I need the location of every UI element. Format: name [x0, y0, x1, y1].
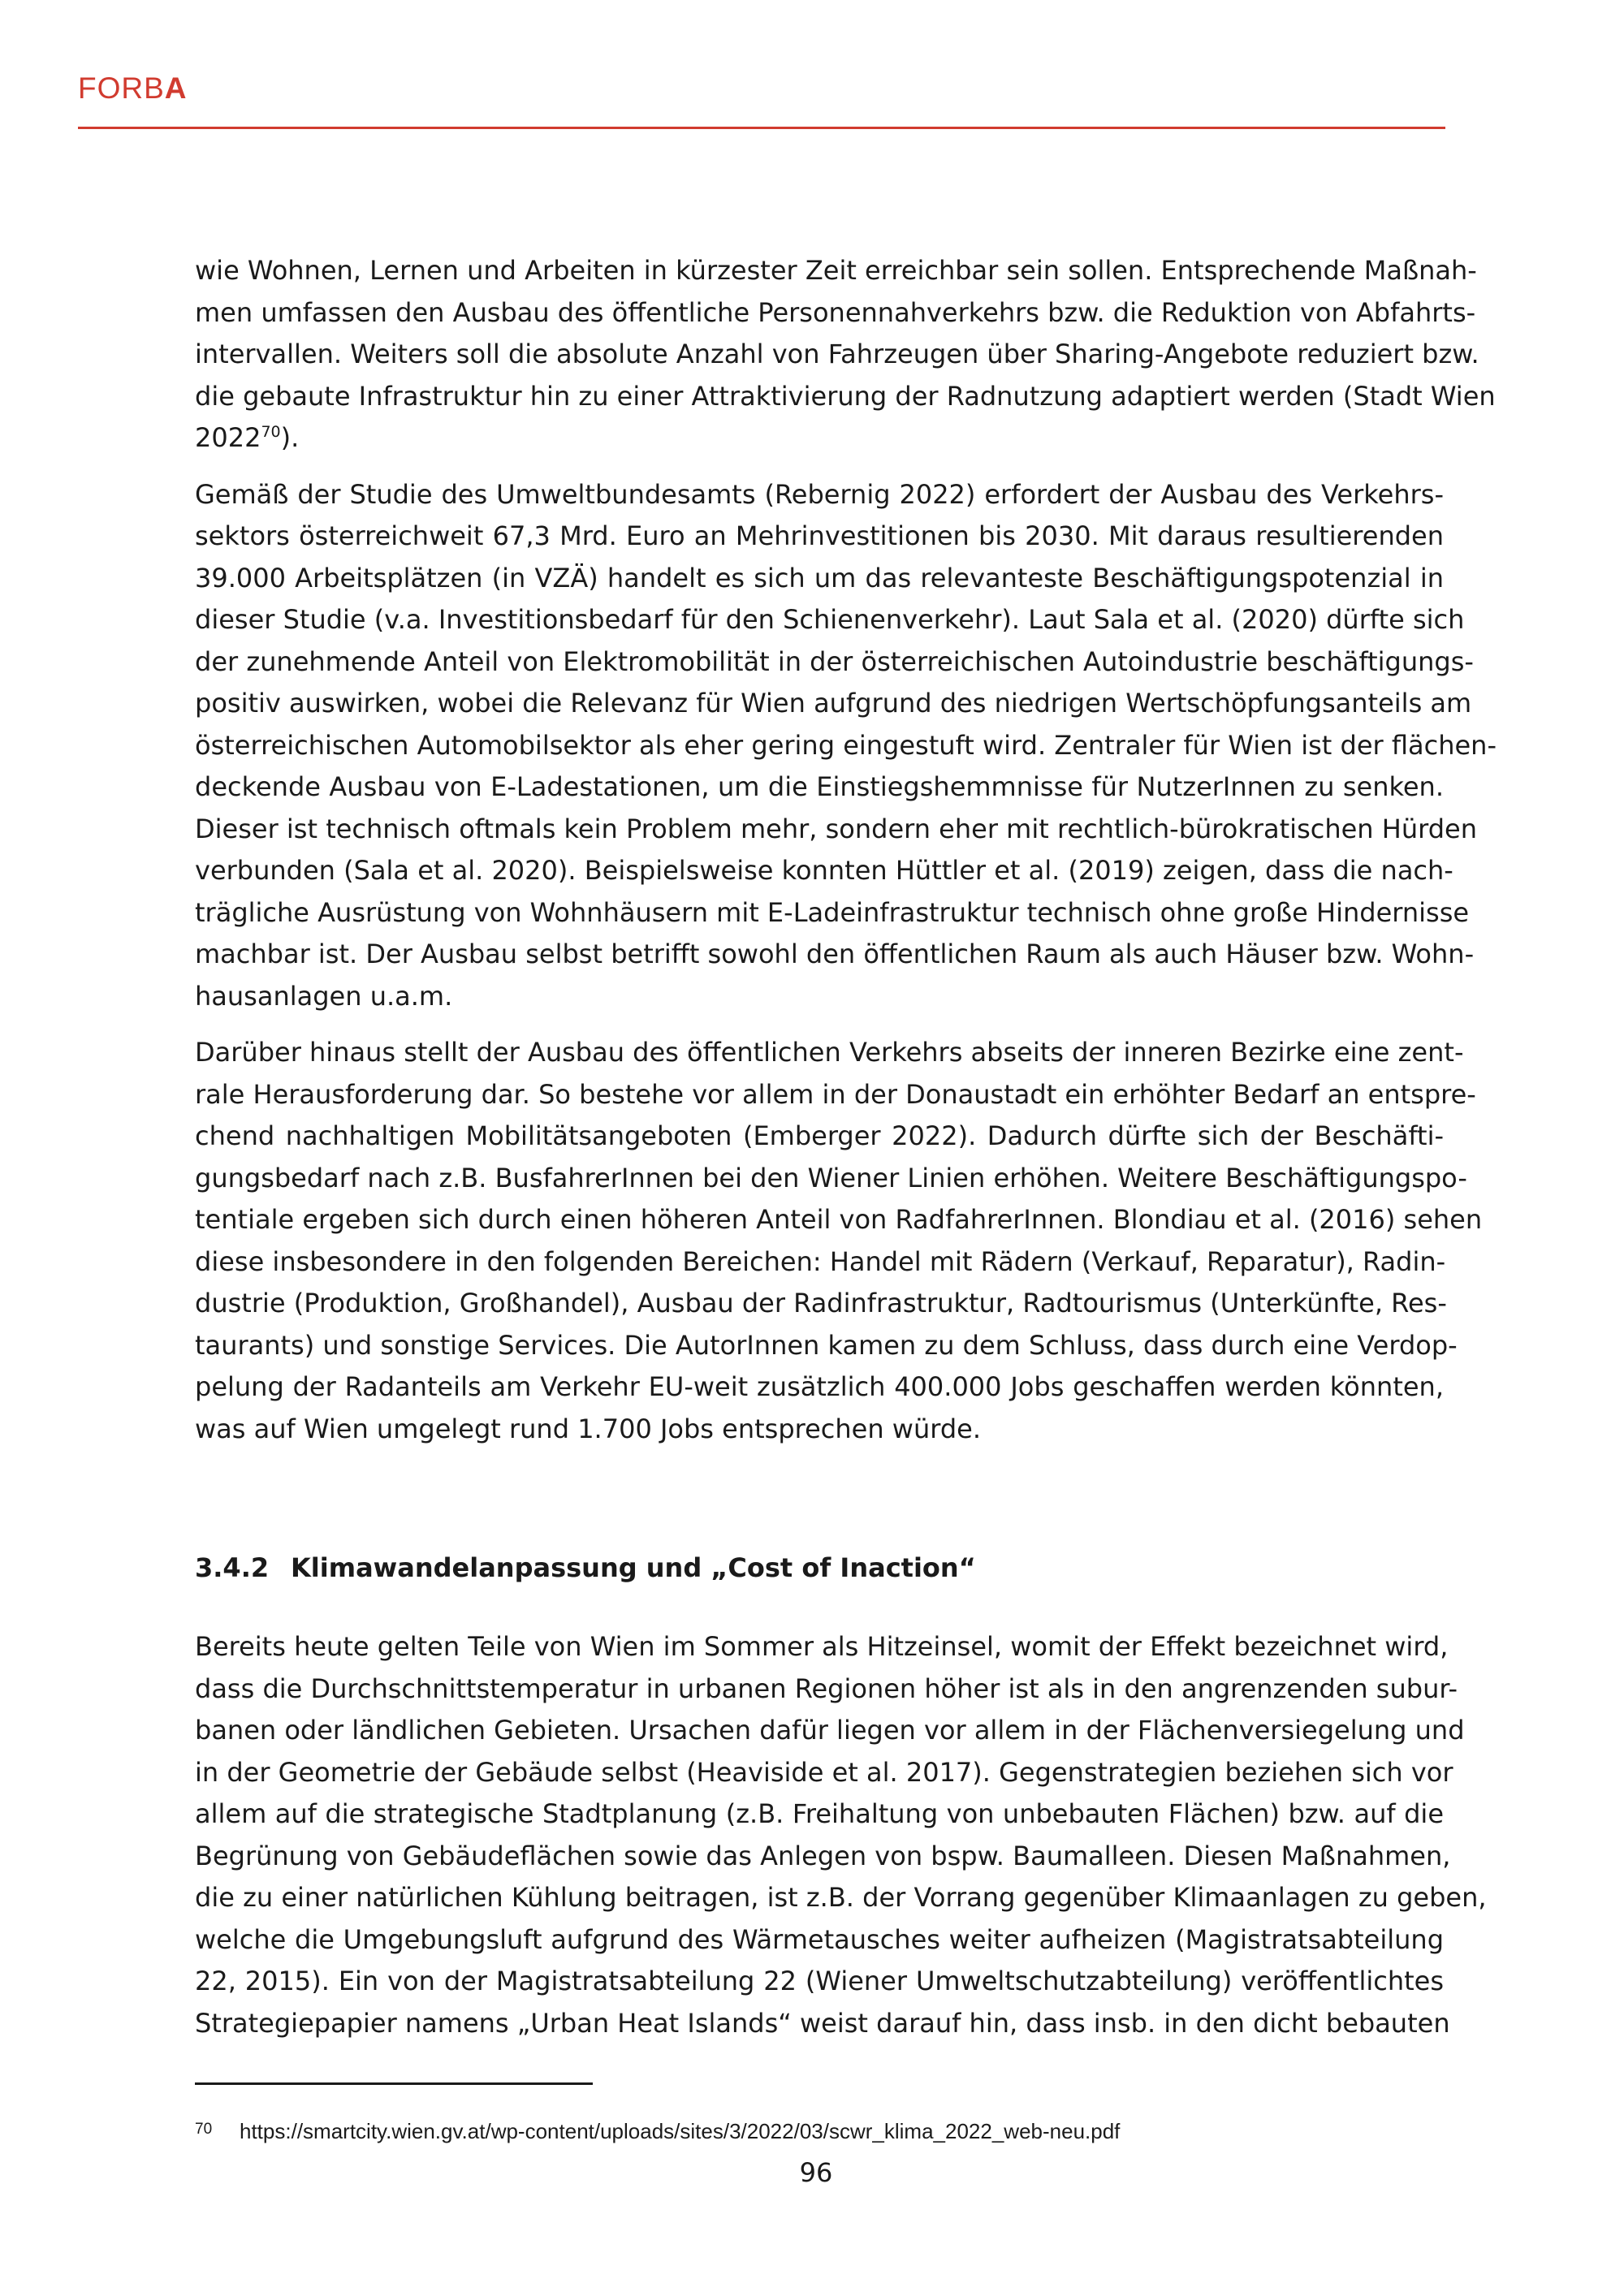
text-line: diese insbesondere in den folgenden Bereichen: Handel mit Rädern (Verkauf, Reparatur), Radin-: [195, 1245, 1446, 1277]
text-line: Dieser ist technisch oftmals kein Problem mehr, sondern eher mit rechtlich-bürokratischen Hürden: [195, 813, 1477, 844]
text-line: deckende Ausbau von E-Ladestationen, um die Einstiegshemmnisse für NutzerInnen zu senken.: [195, 771, 1444, 802]
text-line: wie Wohnen, Lernen und Arbeiten in kürzester Zeit erreichbar sein sollen. Entsprechende Maßnah-: [195, 255, 1477, 286]
text-line: machbar ist. Der Ausbau selbst betrifft sowohl den öffentlichen Raum als auch Häuser bzw. Wohn-: [195, 939, 1475, 969]
text-line: die gebaute Infrastruktur hin zu einer Attraktivierung der Radnutzung adaptiert werden (Stadt Wien: [195, 380, 1496, 412]
text-line: sektors österreichweit 67,3 Mrd. Euro an Mehrinvestitionen bis 2030. Mit daraus resultierenden: [195, 520, 1444, 551]
text-line: taurants) und sonstige Services. Die AutorInnen kamen zu dem Schluss, dass durch eine Verdop-: [195, 1329, 1458, 1361]
forba-logo: [78, 71, 188, 106]
section-heading: [195, 1552, 976, 1583]
text-line: Darüber hinaus stellt der Ausbau des öffentlichen Verkehrs abseits der inneren Bezirke eine zent-: [195, 1037, 1464, 1068]
text-line: Bereits heute gelten Teile von Wien im Sommer als Hitzeinsel, womit der Effekt bezeichnet wird,: [195, 1631, 1449, 1662]
footnote-divider: [195, 2082, 593, 2085]
footnote-number: 70: [195, 2121, 213, 2138]
text-line: pelung der Radanteils am Verkehr EU-weit zusätzlich 400.000 Jobs geschaffen werden könnten,: [195, 1371, 1444, 1402]
text-line: verbunden (Sala et al. 2020). Beispielsweise konnten Hüttler et al. (2019) zeigen, dass die nach-: [195, 855, 1453, 886]
footnote-reference[interactable]: 70: [261, 423, 281, 441]
text-line: 22, 2015). Ein von der Magistratsabteilung 22 (Wiener Umweltschutzabteilung) veröffentlichtes: [195, 1966, 1444, 1996]
text-line: men umfassen den Ausbau des öffentliche Personennahverkehrs bzw. die Reduktion von Abfahrts-: [195, 296, 1476, 328]
text-line: welche die Umgebungsluft aufgrund des Wärmetausches weiter aufheizen (Magistratsabteilung: [195, 1923, 1444, 1955]
text-line: dieser Studie (v.a. Investitionsbedarf für den Schienenverkehr). Laut Sala et al. (2020) dürfte sich: [195, 604, 1465, 635]
text-line: banen oder ländlichen Gebieten. Ursachen dafür liegen vor allem in der Flächenversiegelung und: [195, 1715, 1465, 1746]
text-line: der zunehmende Anteil von Elektromobilität in der österreichischen Autoindustrie beschäftigungs-: [195, 645, 1474, 677]
text-line: intervallen. Weiters soll die absolute Anzahl von Fahrzeugen über Sharing-Angebote reduziert bzw.: [195, 339, 1479, 369]
text-line: gungsbedarf nach z.B. BusfahrerInnen bei den Wiener Linien erhöhen. Weitere Beschäftigungspo-: [195, 1162, 1467, 1193]
paragraph-3: [195, 1032, 1483, 1450]
text-line: trägliche Ausrüstung von Wohnhäusern mit E-Ladeinfrastruktur technisch ohne große Hindernisse: [195, 896, 1470, 928]
paragraph-2: [195, 474, 1497, 1018]
text-fragment: 2022: [195, 422, 261, 453]
text-line: allem auf die strategische Stadtplanung (z.B. Freihaltung von unbebauten Flächen) bzw. auf die: [195, 1798, 1444, 1829]
section-content: [195, 1626, 1487, 2059]
text-line: chend nachhaltigen Mobilitätsangeboten (Emberger 2022). Dadurch dürfte sich der Beschäfti-: [195, 1120, 1444, 1151]
paragraph-4: [195, 1626, 1487, 2044]
text-line: positiv auswirken, wobei die Relevanz für Wien aufgrund des niedrigen Wertschöpfungsanteils am: [195, 688, 1472, 719]
text-line: in der Geometrie der Gebäude selbst (Heaviside et al. 2017). Gegenstrategien beziehen sich vor: [195, 1756, 1453, 1788]
logo-regular: FORB: [78, 71, 165, 105]
text-line: die zu einer natürlichen Kühlung beitragen, ist z.B. der Vorrang gegenüber Klimaanlagen zu geben,: [195, 1882, 1487, 1913]
text-line: was auf Wien umgelegt rund 1.700 Jobs entsprechen würde.: [195, 1413, 982, 1444]
text-line: tentiale ergeben sich durch einen höheren Anteil von RadfahrerInnen. Blondiau et al. (2016) sehen: [195, 1204, 1483, 1235]
footnote-link[interactable]: https://smartcity.wien.gv.at/wp-content/uploads/sites/3/2022/03/scwr_klima_2022_web-neu.pdf: [240, 2119, 1121, 2143]
text-line: dustrie (Produktion, Großhandel), Ausbau der Radinfrastruktur, Radtourismus (Unterkünfte, Res-: [195, 1288, 1447, 1318]
paragraph-1: [195, 250, 1496, 460]
header-divider: [78, 127, 1445, 129]
text-line: österreichischen Automobilsektor als eher gering eingestuft wird. Zentraler für Wien ist der flächen-: [195, 729, 1497, 761]
logo-bold: A: [164, 71, 188, 105]
footnote: [195, 2119, 1120, 2144]
page-number: 96: [799, 2157, 833, 2188]
section-number: 3.4.2: [195, 1552, 270, 1583]
text-line: dass die Durchschnittstemperatur in urbanen Regionen höher ist als in den angrenzenden subur-: [195, 1672, 1458, 1704]
text-fragment: ).: [280, 422, 300, 453]
text-line: Begrünung von Gebäudeflächen sowie das Anlegen von bspw. Baumalleen. Diesen Maßnahmen,: [195, 1840, 1451, 1871]
main-content: [195, 250, 1497, 1465]
text-line: Gemäß der Studie des Umweltbundesamts (Rebernig 2022) erfordert der Ausbau des Verkehrs-: [195, 478, 1444, 510]
text-line: Strategiepapier namens „Urban Heat Islands“ weist darauf hin, dass insb. in den dicht bebauten: [195, 2007, 1450, 2039]
text-line: rale Herausforderung dar. So bestehe vor allem in der Donaustadt ein erhöhter Bedarf an entspre-: [195, 1078, 1476, 1110]
section-title: Klimawandelanpassung und „Cost of Inaction“: [291, 1552, 976, 1583]
text-line: hausanlagen u.a.m.: [195, 980, 453, 1012]
text-line: 39.000 Arbeitsplätzen (in VZÄ) handelt es sich um das relevanteste Beschäftigungspotenzial in: [195, 562, 1444, 593]
text-line: [195, 417, 1444, 460]
